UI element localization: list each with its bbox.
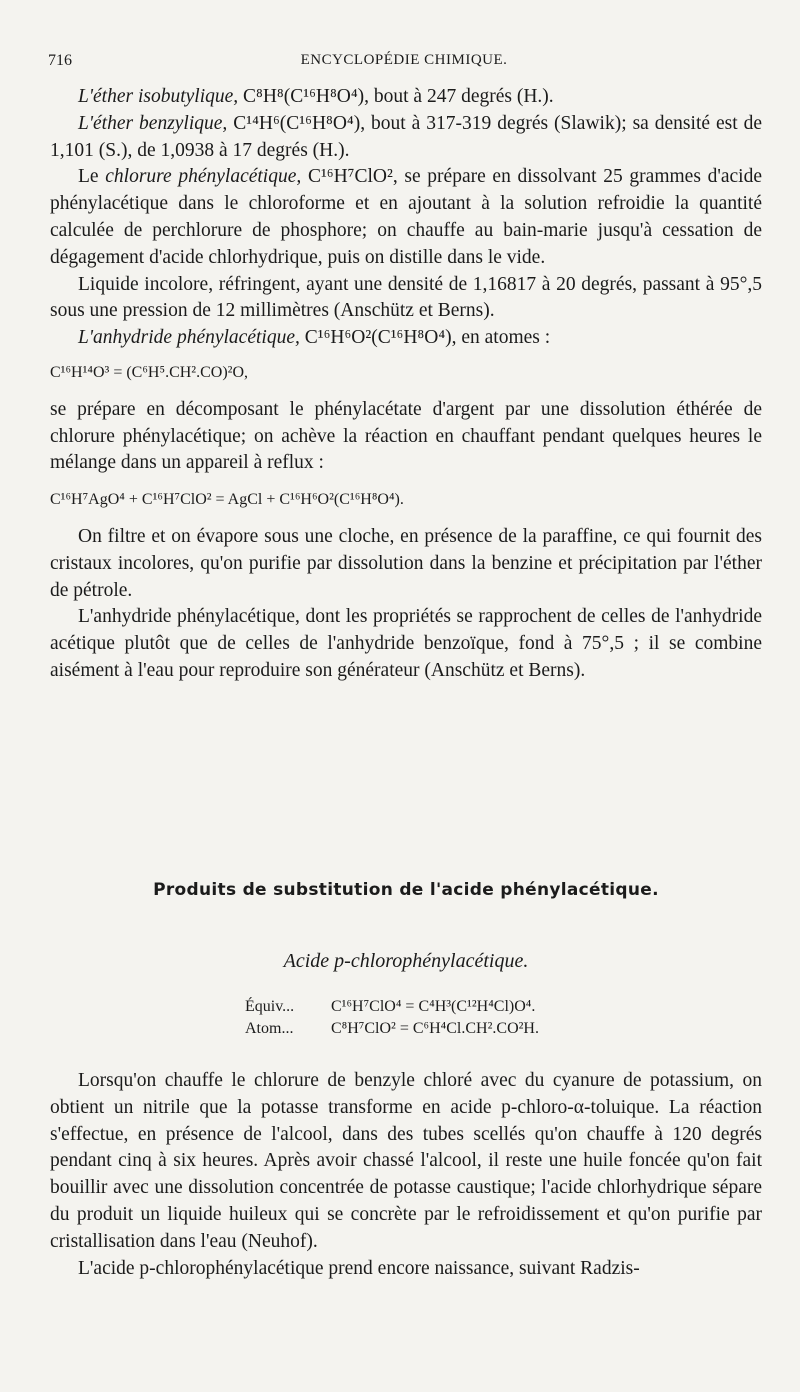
page-header xyxy=(48,52,760,76)
paragraph-text: Le xyxy=(78,166,106,188)
paragraph-radziszewski: L'acide p-chlorophénylacétique prend encore naissance, suivant Radzis- xyxy=(78,1257,640,1279)
paragraph-preparation: se prépare en décomposant le phénylacétate d'argent par une dissolution éthérée de chlorure phénylacétique; on achève la réaction en chauffant pendant quelques heures le mélange dans un appareil à reflux : xyxy=(50,398,762,474)
formula-label: Équiv... xyxy=(245,998,295,1015)
page-number: 716 xyxy=(48,52,72,69)
formula-value: C⁸H⁷ClO² = C⁶H⁴Cl.CH².CO²H. xyxy=(331,1020,539,1037)
formula-label: Atom... xyxy=(245,1020,294,1037)
running-title: ENCYCLOPÉDIE CHIMIQUE. xyxy=(300,52,508,68)
paragraph-preparation-chloro: Lorsqu'on chauffe le chlorure de benzyle chloré avec du cyanure de potassium, on obtient un nitrile que la potasse transforme en acide p-chloro-α-toluique. La réaction s'effectue, en présence de l'alcool, dans des tubes scellés qu'on chauffe à 120 degrés pendant cinq à six heures. Après avoir chassé l'alcool, il reste une huile foncée qu'on fait bouillir avec une dissolution concentrée de potasse caustique; l'acide chlorhydrique sépare du produit un liquide huileux qui se concrète par le refroidissement et qu'on purifie par cristallisation dans l'eau (Neuhof). xyxy=(50,1070,762,1252)
paragraph-ether-benzylique xyxy=(50,111,762,165)
equivalent-formula-row xyxy=(245,996,535,1018)
compound-name: chlorure phénylacétique, xyxy=(105,166,302,188)
paragraph-ether-isobutylique xyxy=(50,84,762,111)
compound-name: L'anhydride phénylacétique, xyxy=(78,327,300,349)
paragraph-text: C⁸H⁸(C¹⁶H⁸O⁴), bout à 247 degrés (H.). xyxy=(238,86,554,107)
paragraph-anhydride-phenylacetique xyxy=(50,325,762,352)
paragraph-text: C¹⁶H⁶O²(C¹⁶H⁸O⁴), en atomes : xyxy=(299,327,551,349)
lower-text xyxy=(50,1068,762,1282)
compound-name: L'éther isobutylique, xyxy=(78,86,239,107)
atomic-formula-row xyxy=(245,1018,539,1040)
compound-name: L'éther benzylique, xyxy=(78,112,228,134)
paragraph-liquide-incolore: Liquide incolore, réfringent, ayant une densité de 1,16817 à 20 degrés, passant à 95°,5 sous une pression de 12 millimètres (Anschütz et Berns). xyxy=(50,273,762,322)
paragraph-proprietes: L'anhydride phénylacétique, dont les propriétés se rapprochent de celles de l'anhydride acétique plutôt que de celles de l'anhydride benzoïque, fond à 75°,5 ; il se combine aisément à l'eau pour reproduire son générateur (Anschütz et Berns). xyxy=(50,606,762,681)
formula-anhydride: C¹⁶H¹⁴O³ = (C⁶H⁵.CH².CO)²O, xyxy=(50,363,248,381)
formula-value: C¹⁶H⁷ClO⁴ = C⁴H³(C¹²H⁴Cl)O⁴. xyxy=(331,998,536,1015)
paragraph-filtration: On filtre et on évapore sous une cloche, en présence de la paraffine, ce qui fournit des cristaux incolores, qu'on purifie par dissolution dans la benzine et précipitation par l'éther de pétrole. xyxy=(50,525,762,601)
upper-text xyxy=(50,84,762,685)
formula-reaction: C¹⁶H⁷AgO⁴ + C¹⁶H⁷ClO² = AgCl + C¹⁶H⁶O²(C¹⁶H⁸O⁴). xyxy=(50,491,404,509)
subheading: Acide p-chlorophénylacétique. xyxy=(283,950,529,972)
section-heading: Produits de substitution de l'acide phénylacétique. xyxy=(153,880,659,900)
paragraph-chlorure-phenylacetique xyxy=(50,164,762,271)
paragraph-text: C¹⁶H⁷ClO², se prépare en dissolvant 25 grammes d'acide phénylacétique dans le chloroforme et en ajoutant à la solution refroidie la quantité calculée de perchlorure de phosphore; on chauffe au bain-marie jusqu'à cessation de dégagement d'acide chlorhydrique, puis on distille dans le vide. xyxy=(50,166,762,268)
paragraph-text: C¹⁴H⁶(C¹⁶H⁸O⁴), bout à 317-319 degrés (Slawik); sa densité est de 1,101 (S.), de 1,0938 à 17 degrés (H.). xyxy=(50,112,762,161)
